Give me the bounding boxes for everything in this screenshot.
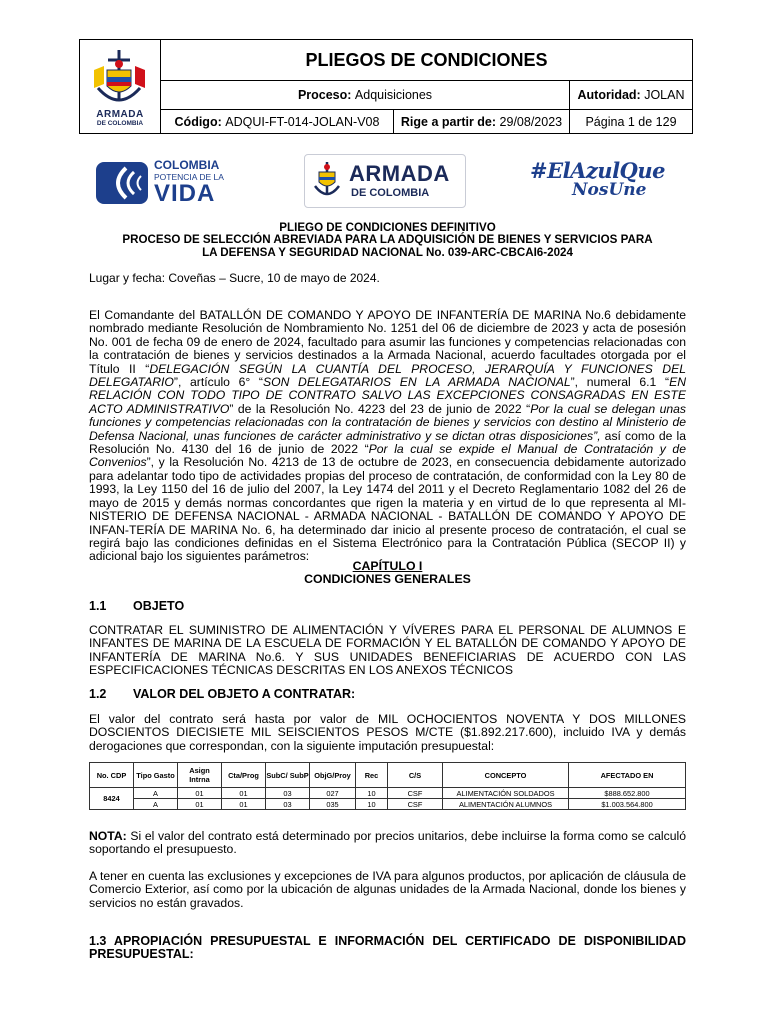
- proceso-value: Adquisiciones: [354, 88, 433, 102]
- chapter-heading: [89, 560, 686, 587]
- table-cell: 10: [356, 788, 388, 799]
- section-1-1-text: CONTRATAR EL SUMINISTRO DE ALIMENTACIÓN Y VÍVERES PARA EL PERSONAL DE ALUMNOS E INFANTES DE MARINA DE LA ESCUELA DE FORMACIÓN Y EL BATALLÓN DE COMANDO Y APOYO DE INFANTERÍA DE MARINA No.6. Y SUS UNIDADES BENEFICIARIAS DE ACUERDO CON LAS ESPECIFICACIONES TÉCNICAS DESCRITAS EN LOS ANEXOS TÉCNICOS: [89, 623, 686, 678]
- section-1-2-heading: [89, 687, 355, 701]
- col-afectado: AFECTADO EN: [569, 763, 686, 788]
- section-1-2-text: El valor del contrato será hasta por valor de MIL OCHOCIENTOS NOVENTA Y DOS MILLONES DOSCIENTOS DIECISIETE MIL SEISCIENTOS PESOS M/CTE ($1.892.217.600), incluido IVA y demás derogaciones que correspondan, con la siguiente imputación presupuestal:: [89, 712, 686, 753]
- colombia-line3: VIDA: [154, 180, 216, 207]
- section-1-2-title: VALOR DEL OBJETO A CONTRATAR:: [133, 687, 356, 701]
- cdp-number: 8424: [90, 788, 134, 810]
- place-and-date: Lugar y fecha: Coveñas – Sucre, 10 de mayo de 2024.: [89, 271, 380, 285]
- table-cell: CSF: [388, 799, 443, 810]
- hashtag-logo: [530, 156, 680, 204]
- document-title-block: [89, 222, 686, 259]
- armada-line2: DE COLOMBIA: [351, 187, 430, 199]
- col-asign: Asign Intrna: [178, 763, 222, 788]
- col-rec: Rec: [356, 763, 388, 788]
- table-cell: 01: [178, 799, 222, 810]
- logo-text-bottom: DE COLOMBIA: [96, 120, 144, 127]
- table-cell: 03: [266, 788, 310, 799]
- intro-part-j: Por la cual se expide el Manual de Contratación y de Convenios: [89, 442, 686, 470]
- rige-cell: [394, 110, 570, 133]
- table-cell: 10: [356, 799, 388, 810]
- intro-part-a: El Comandante del BATALLÓN DE COMANDO Y APOYO DE INFANTERÍA DE MARINA No.6 debidamente nombrado mediante Resolución de Nombramiento No. 1251 del 06 de diciembre de 2023 y acta de posesión No. 001 de fecha 09 de enero de 2024, facultado para asumir las funciones y competencias relacionadas con la contratación de bienes y servicios destinados a la Armada Nacional, acuerdo facultades otorgada por el Título II “: [89, 308, 686, 376]
- hashtag-line1: #ElAzulQue: [530, 158, 665, 183]
- intro-part-c: ”, artículo 6° “: [173, 375, 263, 390]
- table-cell: CSF: [388, 788, 443, 799]
- intro-part-g: ” de la Resolución No. 4223 del 23 de junio de 2022 “: [229, 401, 531, 416]
- table-cell: 01: [222, 799, 266, 810]
- document-title-3: LA DEFENSA Y SEGURIDAD NACIONAL No. 039-ARC-CBCAI6-2024: [202, 245, 573, 259]
- autoridad-cell: [570, 81, 692, 109]
- armada-line1: ARMADA: [349, 161, 450, 186]
- col-cs: C/S: [388, 763, 443, 788]
- rige-label: Rige a partir de:: [400, 114, 497, 129]
- nota-text: Si el valor del contrato está determinado por precios unitarios, debe incluirse la forma como se calculó soportando el presupuesto.: [89, 829, 686, 857]
- intro-part-f: EN RELACIÓN CON TODO TIPO DE CONTRATO SALVO LAS EXCEPCIONES CONSAGRADAS EN ESTE ACTO ADMINISTRATIVO: [89, 375, 686, 416]
- table-cell: ALIMENTACIÓN SOLDADOS: [443, 788, 569, 799]
- table-cell: $888.652.800: [569, 788, 686, 799]
- table-cell: 035: [310, 799, 356, 810]
- codigo-label: Código:: [174, 114, 222, 129]
- table-cell: 027: [310, 788, 356, 799]
- page-number: Página 1 de 129: [585, 114, 677, 129]
- autoridad-label: Autoridad:: [577, 88, 641, 102]
- hashtag-line2: NosUne: [572, 180, 647, 200]
- intro-part-h: Por la cual se delegan unas funciones y competencias relacionadas con la contratación de bienes y servicios con destino al Ministerio de Defensa Nacional, unas funciones de carácter administrativo y se dictan otras disposiciones”,: [89, 401, 686, 443]
- proceso-cell: [161, 81, 570, 109]
- col-cdp: No. CDP: [90, 763, 134, 788]
- nota-label: NOTA:: [89, 829, 127, 843]
- rige-value: 29/08/2023: [499, 114, 563, 129]
- budget-table-header: [90, 763, 686, 788]
- header-row-process: [161, 81, 692, 110]
- table-cell: 03: [266, 799, 310, 810]
- section-1-2-number: 1.2: [89, 687, 107, 701]
- col-subc: SubC/ SubP: [266, 763, 310, 788]
- document-type-title: PLIEGOS DE CONDICIONES: [161, 40, 692, 81]
- intro-paragraph: [89, 309, 686, 564]
- document-title-1: PLIEGO DE CONDICIONES DEFINITIVO: [279, 221, 496, 234]
- proceso-label: Proceso:: [297, 88, 352, 102]
- section-1-3-heading: 1.3 APROPIACIÓN PRESUPUESTAL E INFORMACIÓN DEL CERTIFICADO DE DISPONIBILIDAD PRESUPUESTAL:: [89, 934, 686, 962]
- colombia-line1: COLOMBIA: [154, 158, 220, 172]
- logo-text-top: ARMADA: [96, 109, 144, 120]
- budget-table: [89, 762, 686, 810]
- intro-part-b: DELEGACIÓN SEGÚN LA CUANTÍA DEL PROCESO, JERARQUÍA Y FUNCIONES DEL DELEGATARIO: [89, 361, 686, 390]
- col-objg: ObjG/Proy: [310, 763, 356, 788]
- colombia-vida-logo: [96, 158, 232, 208]
- intro-part-e: ”, numeral 6.1 “: [570, 375, 670, 390]
- table-row: [90, 799, 686, 810]
- table-cell: 01: [222, 788, 266, 799]
- intro-part-k: ”, y la Resolución No. 4213 de 13 de octubre de 2023, en consecuencia debidamente autorizado para adelantar todo tipo de actividades propias del proceso de contratación, de conformidad con la Ley 80 de 1993, la Ley 1150 del 16 de julio del 2007, la Ley 1474 del 2011 y el Decreto Reglamentario 1082 del 26 de mayo de 2015 y demás normas concordantes que rigen la materia y en virtud de lo que representa al MI-NISTERIO DE DEFENSA NACIONAL - ARMADA NACIONAL - BATALLÓN DE COMANDO Y APOYO DE INFAN-TERÍA DE MARINA No. 6, ha determinado dar inicio al presente proceso de contratación, el cual se regirá bajo las condiciones definidas en el Sistema Electrónico para la Contratación Pública (SECOP II) y adicional bajo los siguientes parámetros:: [89, 455, 686, 564]
- header-row-code: [161, 110, 692, 133]
- armada-de-colombia-logo: [304, 154, 466, 208]
- table-cell: ALIMENTACIÓN ALUMNOS: [443, 799, 569, 810]
- section-1-1-title: OBJETO: [133, 599, 185, 613]
- section-1-1-number: 1.1: [89, 599, 107, 613]
- section-1-1-heading: [89, 599, 184, 613]
- table-cell: 01: [178, 788, 222, 799]
- nota-paragraph: [89, 830, 686, 857]
- chapter-title: CONDICIONES GENERALES: [304, 572, 471, 587]
- chapter-number: CAPÍTULO I: [352, 559, 423, 573]
- codigo-value: ADQUI-FT-014-JOLAN-V08: [225, 114, 380, 129]
- armada-logo-cell: [80, 40, 161, 133]
- colombia-wave-icon: [96, 162, 148, 204]
- col-cta: Cta/Prog: [222, 763, 266, 788]
- table-cell: A: [134, 788, 178, 799]
- col-tipo-gasto: Tipo Gasto: [134, 763, 178, 788]
- iva-paragraph: A tener en cuenta las exclusiones y excepciones de IVA para algunos productos, por aplicación de cláusula de Comercio Exterior, así como por la ubicación de algunas unidades de la Armada Nacional, donde los bienes y servicios no están gravados.: [89, 869, 686, 910]
- table-cell: A: [134, 799, 178, 810]
- document-title-2: PROCESO DE SELECCIÓN ABREVIADA PARA LA ADQUISICIÓN DE BIENES Y SERVICIOS PARA: [122, 233, 653, 247]
- intro-part-d: SON DELEGATARIOS EN LA ARMADA NACIONAL: [262, 375, 571, 390]
- codigo-cell: [161, 110, 394, 133]
- autoridad-value: JOLAN: [644, 88, 685, 102]
- header-table: [79, 39, 693, 134]
- armada-anchor-icon: [309, 158, 345, 204]
- col-concepto: CONCEPTO: [443, 763, 569, 788]
- colombia-line2: POTENCIA DE LA: [154, 172, 224, 182]
- table-cell: $1.003.564.800: [569, 799, 686, 810]
- intro-part-i: así como de la Resolución No. 4130 del 16 de junio de 2022 “: [89, 428, 686, 457]
- table-row: [90, 788, 686, 799]
- logos-band: [0, 150, 768, 212]
